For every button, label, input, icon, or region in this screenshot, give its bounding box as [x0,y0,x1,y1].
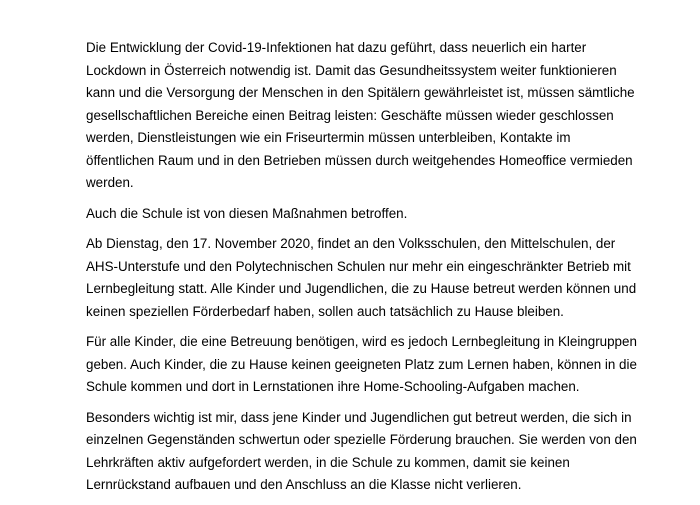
paragraph-learning-support [86,331,646,399]
text-line: gesellschaftlichen Bereiche einen Beitrag leisten: Geschäfte müssen wieder geschlossen [86,107,614,123]
text-line: werden, Dienstleistungen wie ein Friseurtermin müssen unterbleiben, Kontakte im [86,130,571,145]
text-line: Die Entwicklung der Covid-19-Infektionen hat dazu geführt, dass neuerlich ein harter [86,40,587,55]
text-line: Besonders wichtig ist mir, dass jene Kinder und Jugendlichen gut betreut werden, die sich in [86,409,632,425]
text-line: öffentlichen Raum und in den Betrieben müssen durch weitgehendes Homeoffice vermieden [86,152,633,168]
paragraph-school-affected [86,203,646,226]
text-line: Ab Dienstag, den 17. November 2020, findet an den Volksschulen, den Mittelschulen, der [86,236,616,251]
text-line: Lehrkräften aktiv aufgefordert werden, in die Schule zu kommen, damit sie keinen [86,454,570,470]
text-line: keinen speziellen Förderbedarf haben, sollen auch tatsächlich zu Hause bleiben. [86,303,564,319]
text-line: Für alle Kinder, die eine Betreuung benötigen, wird es jedoch Lernbegleitung in Kleingruppen [86,334,637,349]
text-line: einzelnen Gegenständen schwertun oder spezielle Förderung brauchen. Sie werden von den [86,432,637,447]
text-line: Auch die Schule ist von diesen Maßnahmen betroffen. [86,205,408,221]
text-line: kann und die Versorgung der Menschen in den Spitälern gewährleistet ist, müssen sämtliche [86,85,635,100]
paragraph-restricted-operation [86,233,646,323]
paragraph-special-support [86,407,646,497]
text-line: Lockdown in Österreich notwendig ist. Damit das Gesundheitssystem weiter funktionieren [86,62,617,78]
text-line: Lernrückstand aufbauen und den Anschluss an die Klasse nicht verlieren. [86,477,522,492]
text-line: werden. [86,175,134,190]
text-line: geben. Auch Kinder, die zu Hause keinen geeigneten Platz zum Lernen haben, können in die [86,356,637,372]
document-body [86,37,646,505]
paragraph-lockdown-intro [86,37,646,195]
text-line: Schule kommen und dort in Lernstationen ihre Home-Schooling-Aufgaben machen. [86,379,580,394]
text-line: AHS-Unterstufe und den Polytechnischen Schulen nur mehr ein eingeschränkter Betrieb mit [86,258,631,274]
text-line: Lernbegleitung statt. Alle Kinder und Jugendlichen, die zu Hause betreut werden können und [86,281,637,296]
